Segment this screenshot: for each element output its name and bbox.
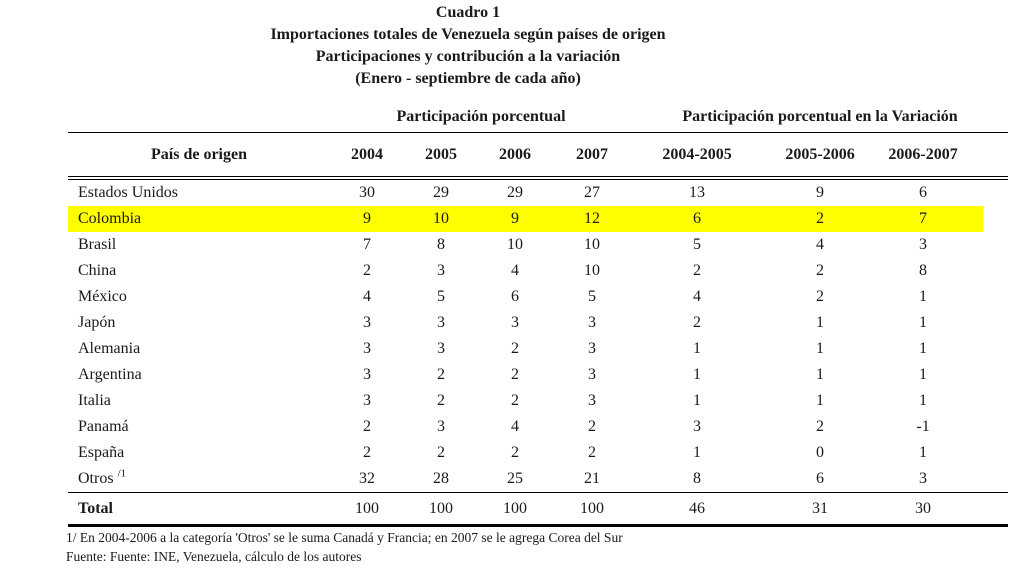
value-cell: 3 — [363, 392, 371, 409]
value-cell: 9 — [330, 206, 404, 232]
column-header-2006-2007: 2006-2007 — [878, 133, 1008, 179]
column-header-row — [68, 133, 1008, 179]
column-header-2004-2005: 2004-2005 — [632, 133, 762, 179]
value-cell: 1 — [919, 288, 928, 305]
value-cell: 29 — [507, 184, 523, 201]
value-cell: 9 — [478, 206, 552, 232]
total-value-cell: 100 — [478, 493, 552, 526]
value-cell: 12 — [552, 206, 632, 232]
value-cell: 2 — [363, 418, 371, 435]
country-label: México — [78, 288, 127, 305]
value-cell: 30 — [359, 184, 375, 201]
total-row — [68, 493, 1008, 526]
value-cell: 13 — [689, 184, 706, 201]
table-number: Cuadro 1 — [435, 4, 501, 21]
country-label: Alemania — [78, 340, 141, 357]
country-cell — [68, 206, 330, 232]
value-cell: 2 — [363, 262, 371, 279]
value-cell: 2 — [693, 262, 702, 279]
value-cell: 1 — [816, 392, 825, 409]
country-label: Panamá — [78, 418, 129, 435]
total-label: Total — [68, 493, 330, 526]
value-cell: 8 — [919, 262, 928, 279]
value-cell: 2 — [511, 340, 519, 357]
value-cell: 3 — [878, 466, 1008, 493]
value-cell: 3 — [437, 418, 445, 435]
value-cell: 3 — [588, 392, 597, 409]
value-cell: 2 — [588, 418, 597, 435]
imports-table — [68, 92, 1008, 527]
value-cell: 1 — [693, 366, 702, 383]
country-label: Estados Unidos — [78, 184, 178, 201]
value-cell: 2 — [363, 444, 371, 461]
group-header-spacer — [68, 92, 330, 133]
country-label: Italia — [78, 392, 111, 409]
value-cell: 1 — [919, 366, 928, 383]
title-main: Importaciones totales de Venezuela según países de origen — [270, 26, 666, 43]
value-cell: 3 — [363, 340, 371, 357]
value-cell: 2 — [437, 392, 445, 409]
table-body — [68, 178, 1008, 493]
column-header-country: País de origen — [68, 133, 330, 179]
value-cell: 2 — [693, 314, 702, 331]
value-cell: 25 — [478, 466, 552, 493]
value-cell: 4 — [363, 288, 371, 305]
value-cell: 10 — [584, 262, 601, 279]
country-label: Brasil — [78, 236, 117, 253]
value-cell: 1 — [919, 314, 928, 331]
country-label: Colombia — [78, 210, 142, 227]
group-header-row — [68, 92, 1008, 133]
table-row — [68, 362, 1008, 388]
country-cell — [68, 440, 330, 466]
total-value-cell: 30 — [878, 493, 1008, 526]
table-row — [68, 232, 1008, 258]
country-cell — [68, 336, 330, 362]
value-cell: 0 — [816, 444, 825, 461]
value-cell: 5 — [437, 288, 445, 305]
value-cell: 8 — [437, 236, 445, 253]
country-cell — [68, 178, 330, 206]
value-cell: 8 — [632, 466, 762, 493]
value-cell: 2 — [437, 444, 445, 461]
column-header-2006: 2006 — [478, 133, 552, 179]
group-header-variation: Participación porcentual en la Variación — [632, 92, 1008, 133]
country-cell — [68, 310, 330, 336]
country-label: China — [78, 262, 117, 279]
country-cell — [68, 362, 330, 388]
table-row — [68, 388, 1008, 414]
value-cell: 2 — [511, 366, 519, 383]
value-cell: 2 — [816, 288, 825, 305]
value-cell: 1 — [816, 340, 825, 357]
column-header-2005: 2005 — [404, 133, 478, 179]
value-cell: 10 — [507, 236, 523, 253]
value-cell: 6 — [632, 206, 762, 232]
value-cell: 1 — [816, 366, 825, 383]
value-cell: 3 — [693, 418, 702, 435]
value-cell: 2 — [588, 444, 597, 461]
country-label: Otros — [78, 470, 114, 487]
title-period: (Enero - septiembre de cada año) — [355, 70, 581, 87]
value-cell: 27 — [584, 184, 601, 201]
table-row — [68, 178, 1008, 206]
value-cell: 1 — [693, 340, 702, 357]
value-cell: 1 — [919, 392, 928, 409]
value-cell: 28 — [404, 466, 478, 493]
value-cell: 4 — [693, 288, 702, 305]
value-cell: 3 — [363, 314, 371, 331]
value-cell: 2 — [816, 418, 825, 435]
value-cell: 3 — [588, 366, 597, 383]
country-cell — [68, 284, 330, 310]
value-cell: 4 — [816, 236, 825, 253]
group-header-share: Participación porcentual — [330, 92, 632, 133]
value-cell: 10 — [584, 236, 601, 253]
column-header-2007: 2007 — [552, 133, 632, 179]
value-cell: 7 — [363, 236, 371, 253]
table-row — [68, 440, 1008, 466]
value-cell: 1 — [919, 340, 928, 357]
column-header-2005-2006: 2005-2006 — [762, 133, 878, 179]
value-cell: 4 — [511, 262, 519, 279]
value-cell: 4 — [511, 418, 519, 435]
value-cell: 5 — [588, 288, 597, 305]
value-cell: 6 — [762, 466, 878, 493]
value-cell: 2 — [762, 206, 878, 232]
total-value-cell: 100 — [330, 493, 404, 526]
title-sub: Participaciones y contribución a la variación — [315, 48, 621, 65]
value-cell: 3 — [437, 314, 445, 331]
value-cell: 3 — [588, 314, 597, 331]
value-cell: 3 — [437, 340, 445, 357]
column-header-2004: 2004 — [330, 133, 404, 179]
value-cell: 1 — [919, 444, 928, 461]
table-row — [68, 310, 1008, 336]
table-row — [68, 466, 1008, 493]
table-row — [68, 206, 1008, 232]
country-cell — [68, 466, 330, 493]
table-row — [68, 336, 1008, 362]
value-cell: 3 — [363, 366, 371, 383]
value-cell: 3 — [511, 314, 519, 331]
footnote-1: 1/ En 2004-2006 a la categoría 'Otros' se le suma Canadá y Francia; en 2007 se le agrega Corea del Sur — [66, 530, 623, 545]
table-title-block — [0, 0, 936, 90]
value-cell: 10 — [404, 206, 478, 232]
value-cell: 1 — [816, 314, 825, 331]
value-cell: 29 — [433, 184, 449, 201]
total-value-cell: 100 — [552, 493, 632, 526]
value-cell: 32 — [330, 466, 404, 493]
country-cell — [68, 258, 330, 284]
value-cell: 1 — [693, 392, 702, 409]
country-cell — [68, 232, 330, 258]
table-row — [68, 284, 1008, 310]
value-cell: 2 — [511, 392, 519, 409]
source-line: Fuente: Fuente: INE, Venezuela, cálculo de los autores — [66, 549, 362, 564]
value-cell: 2 — [511, 444, 519, 461]
value-cell: 3 — [437, 262, 445, 279]
value-cell: 6 — [511, 288, 519, 305]
country-label: Japón — [78, 314, 116, 331]
value-cell: 2 — [816, 262, 825, 279]
value-cell: 7 — [878, 206, 1008, 232]
country-label: España — [78, 444, 125, 461]
value-cell: 21 — [552, 466, 632, 493]
total-value-cell: 100 — [404, 493, 478, 526]
value-cell: 2 — [437, 366, 445, 383]
value-cell: 3 — [919, 236, 928, 253]
total-value-cell: 31 — [762, 493, 878, 526]
value-cell: 3 — [588, 340, 597, 357]
footnote-mark: /1 — [117, 467, 127, 480]
value-cell: -1 — [916, 418, 930, 435]
value-cell: 6 — [919, 184, 928, 201]
country-cell — [68, 414, 330, 440]
value-cell: 5 — [693, 236, 702, 253]
table-row — [68, 414, 1008, 440]
country-label: Argentina — [78, 366, 142, 383]
total-value-cell: 46 — [632, 493, 762, 526]
footnotes — [66, 528, 1026, 566]
country-cell — [68, 388, 330, 414]
table-row — [68, 258, 1008, 284]
value-cell: 1 — [693, 444, 702, 461]
value-cell: 9 — [816, 184, 825, 201]
